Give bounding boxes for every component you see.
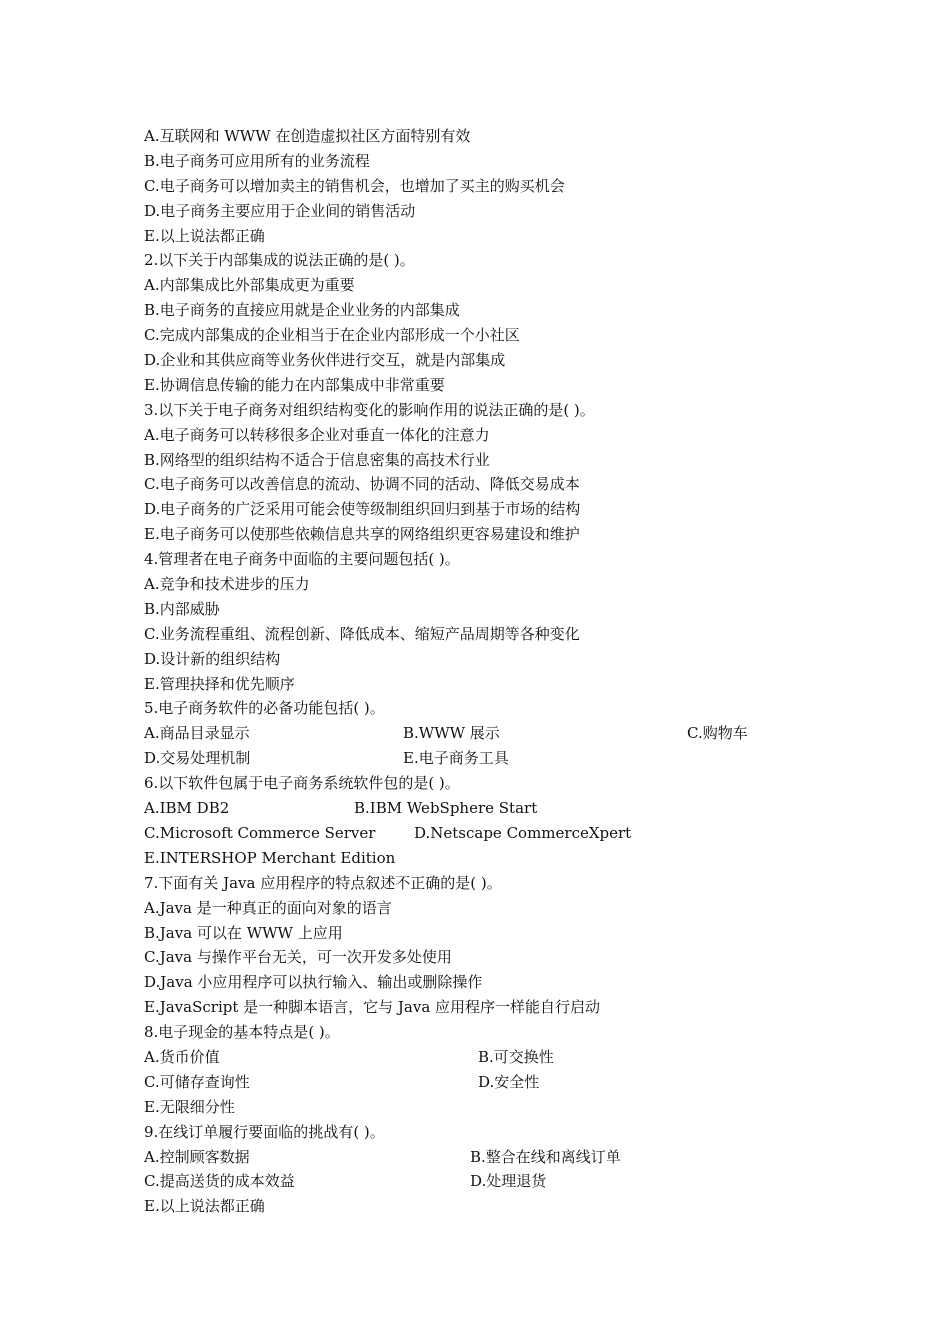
option-text: D.安全性 bbox=[478, 1072, 540, 1091]
option-text: C.可储存查询性 bbox=[144, 1072, 250, 1091]
option-text: B.内部威胁 bbox=[144, 599, 220, 618]
document-body bbox=[144, 124, 824, 1219]
option-text: E.以上说法都正确 bbox=[144, 226, 265, 245]
question-text: 2.以下关于内部集成的说法正确的是( )。 bbox=[144, 251, 415, 270]
option-text: B.网络型的组织结构不适合于信息密集的高技术行业 bbox=[144, 450, 490, 469]
option-text: D.设计新的组织结构 bbox=[144, 649, 281, 668]
option-text: E.协调信息传输的能力在内部集成中非常重要 bbox=[144, 375, 445, 394]
option-text: C.电子商务可以改善信息的流动、协调不同的活动、降低交易成本 bbox=[144, 475, 580, 494]
question-text: 4.管理者在电子商务中面临的主要问题包括( )。 bbox=[144, 550, 460, 569]
question-text: 5.电子商务软件的必备功能包括( )。 bbox=[144, 699, 385, 718]
option-text: A.控制顾客数据 bbox=[144, 1147, 250, 1166]
option-text: B.可交换性 bbox=[478, 1047, 554, 1066]
option-text: E.电子商务工具 bbox=[403, 749, 509, 768]
option-text: B.电子商务的直接应用就是企业业务的内部集成 bbox=[144, 301, 460, 320]
option-text: E.管理抉择和优先顺序 bbox=[144, 674, 295, 693]
option-text: D.交易处理机制 bbox=[144, 749, 251, 768]
option-text: D.处理退货 bbox=[470, 1172, 547, 1191]
option-text: B.整合在线和离线订单 bbox=[470, 1147, 621, 1166]
option-text: C.Microsoft Commerce Server bbox=[144, 823, 376, 842]
option-row bbox=[144, 721, 824, 746]
option-text: C.电子商务可以增加卖主的销售机会，也增加了买主的购买机会 bbox=[144, 176, 565, 195]
option-text: A.IBM DB2 bbox=[144, 799, 230, 818]
option-row bbox=[144, 746, 824, 771]
option-text: B.IBM WebSphere Start bbox=[354, 799, 538, 818]
option-text: D.Java 小应用程序可以执行输入、输出或删除操作 bbox=[144, 973, 483, 992]
option-text: A.商品目录显示 bbox=[144, 724, 250, 743]
option-text: A.货币价值 bbox=[144, 1047, 220, 1066]
option-row bbox=[144, 1070, 824, 1095]
option-text: E.电子商务可以使那些依赖信息共享的网络组织更容易建设和维护 bbox=[144, 525, 580, 544]
question-text: 6.以下软件包属于电子商务系统软件包的是( )。 bbox=[144, 774, 460, 793]
option-text: E.JavaScript 是一种脚本语言，它与 Java 应用程序一样能自行启动 bbox=[144, 998, 601, 1017]
option-text: A.互联网和 WWW 在创造虚拟社区方面特别有效 bbox=[144, 127, 471, 145]
option-text: E.INTERSHOP Merchant Edition bbox=[144, 848, 396, 867]
option-text: C.完成内部集成的企业相当于在企业内部形成一个小社区 bbox=[144, 326, 520, 345]
option-text: A.电子商务可以转移很多企业对垂直一体化的注意力 bbox=[144, 425, 490, 444]
option-text: C.Java 与操作平台无关，可一次开发多处使用 bbox=[144, 948, 452, 967]
option-row bbox=[144, 1045, 824, 1070]
question-text: 7.下面有关 Java 应用程序的特点叙述不正确的是( )。 bbox=[144, 873, 502, 892]
option-text: D.电子商务主要应用于企业间的销售活动 bbox=[144, 201, 416, 220]
option-text: D.电子商务的广泛采用可能会使等级制组织回归到基于市场的结构 bbox=[144, 500, 581, 519]
option-text: B.WWW 展示 bbox=[403, 724, 500, 743]
question-text: 3.以下关于电子商务对组织结构变化的影响作用的说法正确的是( )。 bbox=[144, 400, 595, 419]
option-row bbox=[144, 1145, 824, 1170]
option-text: B.Java 可以在 WWW 上应用 bbox=[144, 923, 343, 942]
option-text: E.以上说法都正确 bbox=[144, 1197, 265, 1216]
question-text: 8.电子现金的基本特点是( )。 bbox=[144, 1023, 340, 1042]
option-text: C.提高送货的成本效益 bbox=[144, 1172, 295, 1191]
option-row bbox=[144, 1169, 824, 1194]
option-row bbox=[144, 821, 824, 846]
option-text: C.购物车 bbox=[687, 724, 748, 743]
option-text: D.企业和其供应商等业务伙伴进行交互，就是内部集成 bbox=[144, 351, 506, 370]
option-text: E.无限细分性 bbox=[144, 1097, 235, 1116]
question-text: 9.在线订单履行要面临的挑战有( )。 bbox=[144, 1122, 385, 1141]
option-text: A.内部集成比外部集成更为重要 bbox=[144, 276, 355, 295]
option-text: A.Java 是一种真正的面向对象的语言 bbox=[144, 898, 392, 917]
option-text: A.竞争和技术进步的压力 bbox=[144, 575, 310, 594]
option-row bbox=[144, 796, 824, 821]
option-text: C.业务流程重组、流程创新、降低成本、缩短产品周期等各种变化 bbox=[144, 624, 580, 643]
option-text: B.电子商务可应用所有的业务流程 bbox=[144, 151, 370, 170]
option-text: D.Netscape CommerceXpert bbox=[414, 823, 632, 842]
